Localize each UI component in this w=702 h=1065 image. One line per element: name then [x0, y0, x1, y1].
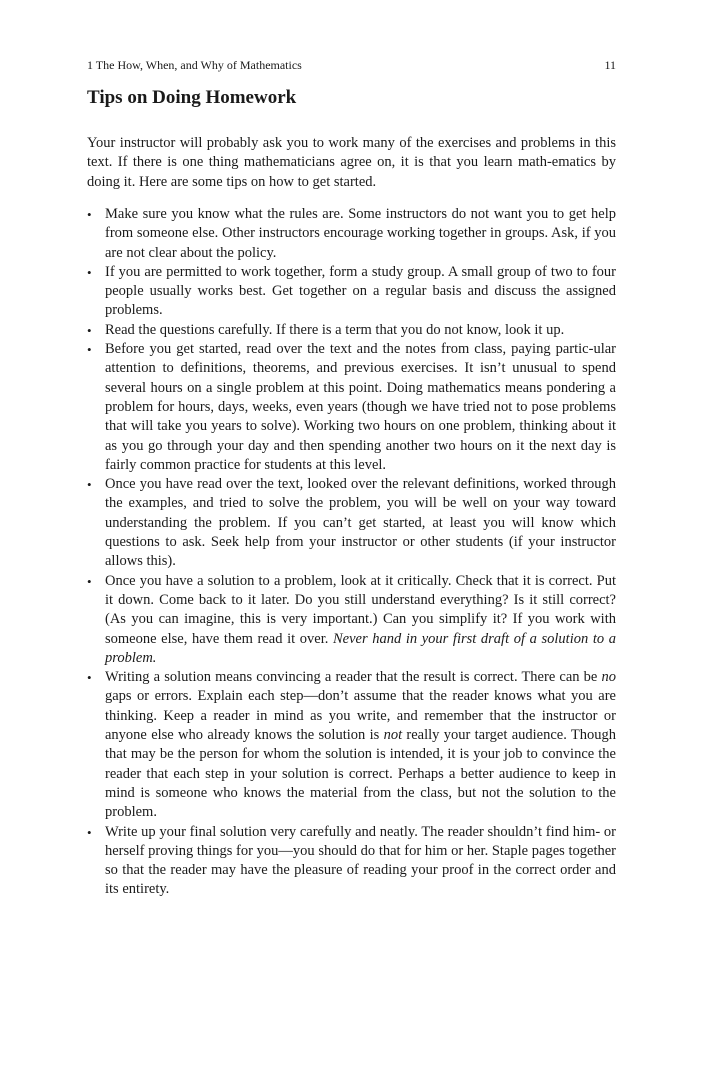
bullet-icon: •	[87, 573, 92, 589]
tip-item	[87, 823, 616, 900]
intro-paragraph: Your instructor will probably ask you to work many of the exercises and problems in this text. If there is one thing mathematicians agree on, it is that you learn math-ematics by doing it. Here are some tips on how to get started.	[87, 135, 616, 190]
tip-emphasis: no	[601, 669, 616, 686]
tip-emphasis: Never hand in your first draft of a solution to a problem.	[105, 630, 616, 666]
tip-item	[87, 263, 616, 321]
bullet-icon: •	[87, 207, 92, 222]
bullet-icon: •	[87, 824, 92, 840]
tip-item	[87, 340, 616, 475]
tips-list	[87, 205, 616, 900]
tip-text: gaps or errors. Explain each step—don’t assume that the reader knows what you are thinking. Keep a reader in mind as you write, and remember that the instructor or anyone else who already knows the solution is	[105, 688, 616, 744]
tip-text: If you are permitted to work together, form a study group. A small group of two to four people usually works best. Get together on a regular basis and discuss the assigned problems.	[105, 263, 616, 319]
tip-emphasis: not	[383, 727, 403, 744]
tip-item	[87, 668, 616, 822]
tip-text: Writing a solution means convincing a reader that the result is correct. There can be	[105, 669, 602, 686]
bullet-icon: •	[87, 670, 92, 686]
chapter-title: 1 The How, When, and Why of Mathematics	[87, 58, 302, 72]
tip-item	[87, 321, 616, 340]
tip-text: Before you get started, read over the text and the notes from class, paying partic-ular attention to definitions, theorems, and previous exercises. It isn’t unusual to spend several hours on a single problem at this point. Doing mathematics means pondering a problem for hours, days, weeks, even years (though we have tried not to pose problems that will take you years to solve). Working two hours on one problem, thinking about it as you go through your day and then spending another two hours on it the next day is fairly common practice for students at this level.	[105, 341, 616, 473]
tip-item	[87, 572, 616, 668]
page-number: 11	[604, 58, 616, 72]
tip-text: Once you have read over the text, looked over the relevant definitions, worked through the examples, and tried to solve the problem, you will be well on your way toward understanding the problem. If you can’t get started, at least you will know which questions to ask. Seek help from your instructor or other students (if your instructor allows this).	[105, 476, 616, 570]
tip-text: Write up your final solution very carefully and neatly. The reader shouldn’t find him- or herself proving things for you—you should do that for him or her. Staple pages together so that the reader may have the pleasure of reading your proof in the correct order and its entirety.	[105, 823, 616, 898]
bullet-icon: •	[87, 477, 92, 493]
running-head	[87, 58, 616, 73]
tip-text: Read the questions carefully. If there is a term that you do not know, look it up.	[105, 321, 565, 338]
bullet-icon: •	[87, 342, 92, 358]
bullet-icon: •	[87, 322, 92, 338]
tip-item	[87, 205, 616, 263]
tip-text: Once you have a solution to a problem, look at it critically. Check that it is correct. Put it down. Come back to it later. Do you still understand everything? Is it still correct? (As you can imagine, this is very important.) Can you simplify it? If you work with someone else, have them read it over.	[105, 572, 616, 647]
tip-text: Make sure you know what the rules are. Some instructors do not want you to get help from someone else. Other instructors encourage working together in groups. Ask, if you are not clear about the policy.	[105, 206, 616, 261]
tip-item	[87, 475, 616, 571]
section-title: Tips on Doing Homework	[87, 87, 297, 108]
tip-text: really your target audience. Though that may be the person for whom the solution is intended, it is your job to convince the reader that each step in your solution is correct. Perhaps a better audience to keep in mind is someone who knows the material from the class, but not the solution to the problem.	[105, 727, 616, 821]
bullet-icon: •	[87, 264, 92, 280]
